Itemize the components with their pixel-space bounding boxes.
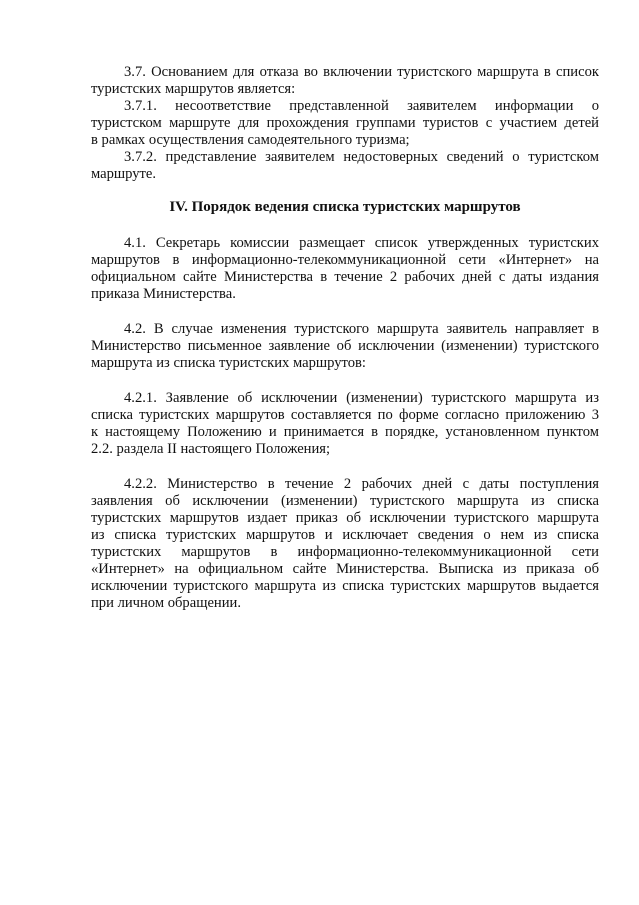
text-line: исключении туристского маршрута из списка туристских маршрутов выдается xyxy=(91,578,599,594)
text-line: заявления об исключении (изменении) туристского маршрута из списка xyxy=(91,493,599,509)
text-line: из списка туристских маршрутов и исключает сведения о нем из списка xyxy=(91,527,599,543)
text-line: туристском маршруте для прохождения группами туристов с участием детей xyxy=(91,115,599,131)
text-line: официальном сайте Министерства в течение 2 рабочих дней с даты издания xyxy=(91,269,599,285)
text-line: туристских маршрутов является: xyxy=(91,81,296,97)
text-line: маршруте. xyxy=(91,166,157,182)
text-line: Министерство письменное заявление об исключении (изменении) туристского xyxy=(91,338,599,354)
text-line: маршрута из списка туристских маршрутов: xyxy=(91,355,366,371)
text-line: туристских маршрутов издает приказ об исключении туристского маршрута xyxy=(91,510,599,526)
text-line: маршрутов в информационно-телекоммуникационной сети «Интернет» на xyxy=(91,252,599,268)
text-line: 4.2.2. Министерство в течение 2 рабочих дней с даты поступления xyxy=(124,476,599,492)
section-heading: IV. Порядок ведения списка туристских маршрутов xyxy=(169,199,521,215)
text-line: 4.1. Секретарь комиссии размещает список утвержденных туристских xyxy=(124,235,599,251)
text-line: 3.7. Основанием для отказа во включении туристского маршрута в список xyxy=(124,64,599,80)
text-line: 4.2. В случае изменения туристского маршрута заявитель направляет в xyxy=(124,321,599,337)
text-line: к настоящему Положению и принимается в порядке, установленном пунктом xyxy=(91,424,599,440)
text-line: 2.2. раздела II настоящего Положения; xyxy=(91,441,331,457)
text-line: списка туристских маршрутов составляется по форме согласно приложению 3 xyxy=(91,407,599,423)
text-line: туристских маршрутов в информационно-телекоммуникационной сети xyxy=(91,544,599,560)
text-line: при личном обращении. xyxy=(91,595,241,611)
text-line: в рамках осуществления самодеятельного туризма; xyxy=(91,132,410,148)
text-line: «Интернет» на официальном сайте Министерства. Выписка из приказа об xyxy=(91,561,599,577)
text-line: 4.2.1. Заявление об исключении (изменении) туристского маршрута из xyxy=(124,390,599,406)
text-line: 3.7.1. несоответствие представленной заявителем информации о xyxy=(124,98,599,114)
text-line: приказа Министерства. xyxy=(91,286,236,302)
text-line: 3.7.2. представление заявителем недостоверных сведений о туристском xyxy=(124,149,599,165)
